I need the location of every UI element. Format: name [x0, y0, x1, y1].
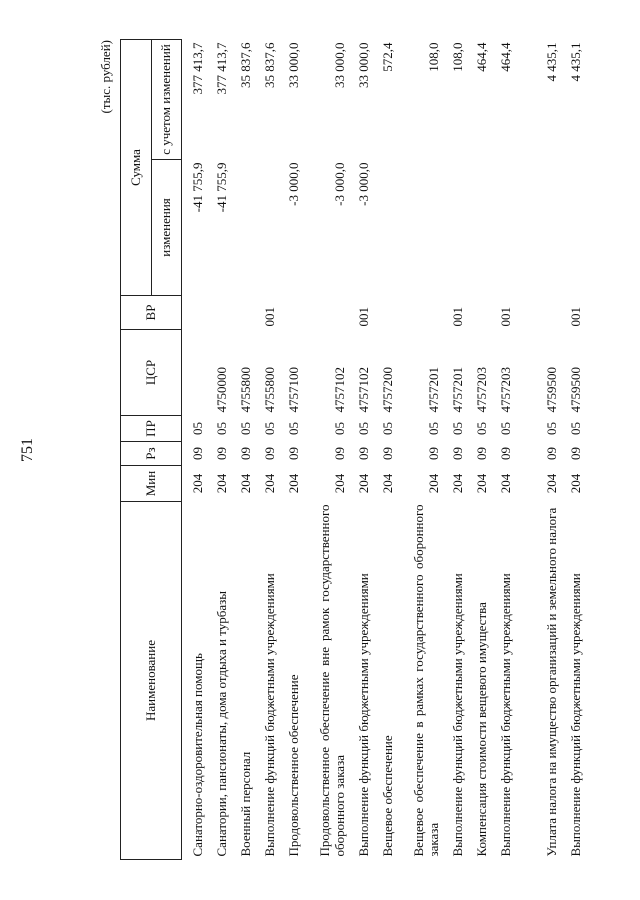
- row-change: [396, 160, 442, 296]
- row-csr: 4757201: [426, 367, 442, 413]
- row-name: Выполнение функций бюджетными учреждениями: [262, 573, 278, 857]
- row-pr: 05: [356, 422, 372, 435]
- row-csr: 4750000: [214, 367, 230, 413]
- row-change: [372, 160, 396, 296]
- table-row: [302, 40, 348, 860]
- row-name: Санатории, пансионаты, дома отдыха и турбазы: [214, 590, 230, 857]
- row-min: 204: [380, 473, 396, 494]
- row-vr: [514, 296, 560, 330]
- row-pr: 05: [380, 422, 396, 435]
- row-change: [442, 160, 466, 296]
- row-name: Военный персонал: [238, 751, 254, 857]
- row-csr: 4755800: [238, 367, 254, 413]
- table-row: [442, 40, 466, 860]
- row-change: [466, 160, 490, 296]
- row-total: 377 413,7: [190, 42, 206, 95]
- header-sum: Сумма: [121, 40, 152, 296]
- row-total: 108,0: [426, 42, 442, 72]
- row-change: [560, 160, 584, 296]
- row-vr: [278, 296, 302, 330]
- row-total: 108,0: [450, 42, 466, 72]
- header-min: Мин: [121, 466, 182, 502]
- row-min: 204: [190, 473, 206, 494]
- row-min: 204: [450, 473, 466, 494]
- row-total: 4 435,1: [544, 42, 560, 82]
- table-row: [514, 40, 560, 860]
- row-vr: [302, 296, 348, 330]
- row-pr: 05: [238, 422, 254, 435]
- row-change: -3 000,0: [332, 162, 348, 206]
- units-label: (тыс. рублей): [98, 40, 113, 114]
- row-min: 204: [262, 473, 278, 494]
- row-name: Уплата налога на имущество организаций и земельного налога: [544, 507, 560, 857]
- row-rz: 09: [286, 447, 302, 460]
- table-row: [560, 40, 584, 860]
- row-name: Продовольственное обеспечение вне рамок государственного оборонного заказа: [316, 504, 348, 857]
- row-name: Вещевое обеспечение: [380, 735, 396, 857]
- header-csr: ЦСР: [121, 330, 182, 416]
- row-csr: 4757102: [332, 367, 348, 413]
- row-pr: 05: [426, 422, 442, 435]
- header-changes: изменения: [151, 160, 182, 296]
- row-csr: 4755800: [262, 367, 278, 413]
- row-vr: [230, 296, 254, 330]
- row-name: Выполнение функций бюджетными учреждениями: [356, 573, 372, 857]
- row-pr: 05: [214, 422, 230, 435]
- row-csr: 4757200: [380, 367, 396, 413]
- row-pr: 05: [568, 422, 584, 435]
- table-row: [348, 40, 372, 860]
- row-total: 33 000,0: [332, 42, 348, 88]
- row-change: [230, 160, 254, 296]
- row-min: 204: [426, 473, 442, 494]
- row-min: 204: [474, 473, 490, 494]
- table-row: [490, 40, 514, 860]
- row-name: Выполнение функций бюджетными учреждениями: [498, 573, 514, 857]
- table-row: [278, 40, 302, 860]
- table-row: [254, 40, 278, 860]
- row-name: Вещевое обеспечение в рамках государственного оборонного заказа: [410, 504, 442, 857]
- row-vr: 001: [450, 307, 466, 327]
- table-body: [182, 40, 585, 860]
- row-vr: [182, 296, 207, 330]
- row-pr: 05: [262, 422, 278, 435]
- table-row: [466, 40, 490, 860]
- row-rz: 09: [262, 447, 278, 460]
- row-rz: 09: [544, 447, 560, 460]
- row-csr: 4757102: [356, 367, 372, 413]
- row-total: 33 000,0: [286, 42, 302, 88]
- header-pr: ПР: [121, 416, 182, 442]
- row-change: -3 000,0: [356, 162, 372, 206]
- row-name: Выполнение функций бюджетными учреждениями: [568, 573, 584, 857]
- row-change: -41 755,9: [214, 162, 230, 213]
- row-min: 204: [286, 473, 302, 494]
- row-csr: 4757203: [474, 367, 490, 413]
- row-min: 204: [238, 473, 254, 494]
- row-vr: 001: [568, 307, 584, 327]
- header-vr: ВР: [121, 296, 182, 330]
- header-row-1: [121, 40, 152, 860]
- row-vr: [466, 296, 490, 330]
- row-min: 204: [544, 473, 560, 494]
- table-row: [396, 40, 442, 860]
- row-csr: 4757100: [286, 367, 302, 413]
- row-rz: 09: [238, 447, 254, 460]
- row-min: 204: [356, 473, 372, 494]
- row-pr: 05: [332, 422, 348, 435]
- table-row: [182, 40, 207, 860]
- row-rz: 09: [568, 447, 584, 460]
- row-pr: 05: [474, 422, 490, 435]
- header-with-changes: с учетом изменений: [151, 40, 182, 160]
- row-total: 33 000,0: [356, 42, 372, 88]
- page-number: 751: [19, 438, 36, 462]
- row-vr: 001: [262, 307, 278, 327]
- header-name: Наименование: [121, 502, 182, 860]
- row-min: 204: [568, 473, 584, 494]
- row-vr: 001: [498, 307, 514, 327]
- row-csr: 4757203: [498, 367, 514, 413]
- row-rz: 09: [356, 447, 372, 460]
- row-rz: 09: [380, 447, 396, 460]
- row-min: 204: [332, 473, 348, 494]
- row-rz: 09: [190, 447, 206, 460]
- row-vr: 001: [356, 307, 372, 327]
- row-change: -41 755,9: [190, 162, 206, 213]
- table-row: [230, 40, 254, 860]
- row-total: 4 435,1: [568, 42, 584, 82]
- row-pr: 05: [190, 422, 206, 435]
- row-pr: 05: [544, 422, 560, 435]
- row-vr: [372, 296, 396, 330]
- row-csr: 4757201: [450, 367, 466, 413]
- row-rz: 09: [450, 447, 466, 460]
- row-change: [490, 160, 514, 296]
- row-total: 35 837,6: [238, 42, 254, 88]
- row-rz: 09: [474, 447, 490, 460]
- rotated-page-content: [98, 40, 618, 860]
- row-name: Компенсация стоимости вещевого имущества: [474, 602, 490, 857]
- row-csr: [182, 330, 207, 416]
- row-name: Санаторно-оздоровительная помощь: [190, 653, 206, 857]
- row-total: 464,4: [498, 42, 514, 72]
- row-vr: [206, 296, 230, 330]
- row-rz: 09: [214, 447, 230, 460]
- row-rz: 09: [332, 447, 348, 460]
- row-change: -3 000,0: [286, 162, 302, 206]
- row-csr: 4759500: [568, 367, 584, 413]
- row-pr: 05: [498, 422, 514, 435]
- table-row: [372, 40, 396, 860]
- table-row: [206, 40, 230, 860]
- header-rz: Рз: [121, 442, 182, 466]
- row-csr: 4759500: [544, 367, 560, 413]
- row-min: 204: [214, 473, 230, 494]
- row-change: [514, 160, 560, 296]
- budget-table: [120, 39, 584, 860]
- row-pr: 05: [286, 422, 302, 435]
- row-min: 204: [498, 473, 514, 494]
- row-change: [254, 160, 278, 296]
- row-name: Продовольственное обеспечение: [286, 674, 302, 857]
- row-name: Выполнение функций бюджетными учреждениями: [450, 573, 466, 857]
- row-rz: 09: [426, 447, 442, 460]
- row-total: 377 413,7: [214, 42, 230, 95]
- row-total: 464,4: [474, 42, 490, 72]
- row-total: 572,4: [380, 42, 396, 72]
- row-total: 35 837,6: [262, 42, 278, 88]
- row-pr: 05: [450, 422, 466, 435]
- row-rz: 09: [498, 447, 514, 460]
- row-vr: [396, 296, 442, 330]
